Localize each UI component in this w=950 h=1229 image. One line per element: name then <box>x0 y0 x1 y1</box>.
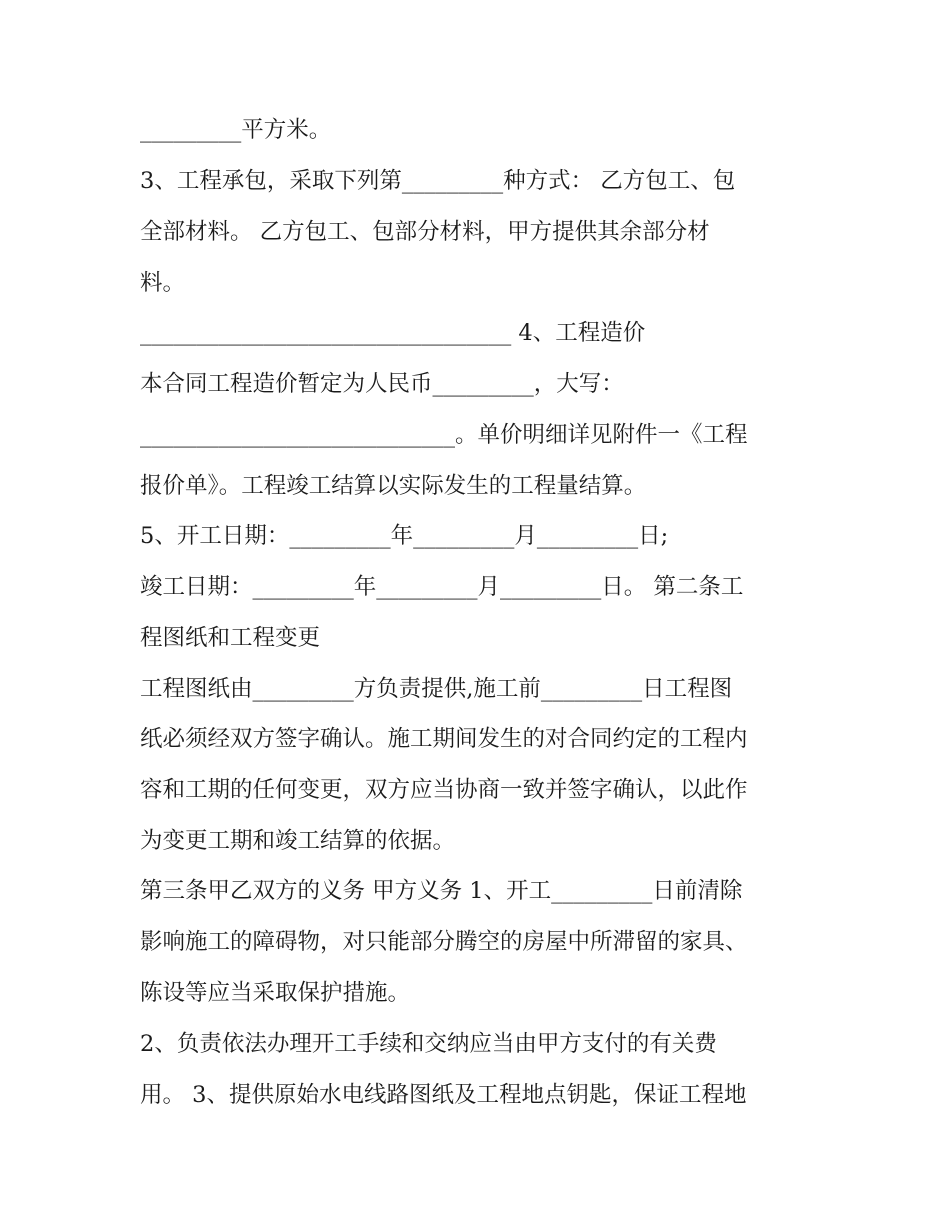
text-line: 5、开工日期：_________年_________月_________日; <box>140 523 669 549</box>
text-line: 工程图纸由_________方负责提供,施工前_________日工程图 <box>140 676 733 702</box>
text-line: _________________________________ 4、工程造价 <box>140 320 646 346</box>
text-line: 影响施工的障碍物，对只能部分腾空的房屋中所滞留的家具、 <box>140 929 748 955</box>
text-line: 全部材料。 乙方包工、包部分材料，甲方提供其余部分材 <box>140 219 710 245</box>
text-line: 报价单》。工程竣工结算以实际发生的工程量结算。 <box>140 473 647 499</box>
text-line: 纸必须经双方签字确认。施工期间发生的对合同约定的工程内 <box>140 726 748 752</box>
text-line: ____________________________。单价明细详见附件一《工程 <box>140 422 748 448</box>
text-line: 竣工日期：_________年_________月_________日。 第二条工 <box>140 574 744 600</box>
text-line: 2、负责依法办理开工手续和交纳应当由甲方支付的有关费 <box>140 1031 717 1057</box>
text-line: 第三条甲乙双方的义务 甲方义务 1、开工_________日前清除 <box>140 878 743 904</box>
text-line: 容和工期的任何变更，双方应当协商一致并签字确认，以此作 <box>140 777 748 803</box>
text-line: 为变更工期和竣工结算的依据。 <box>140 828 456 854</box>
text-line: 用。 3、提供原始水电线路图纸及工程地点钥匙，保证工程地 <box>140 1082 747 1108</box>
text-line: 料。 <box>140 270 186 296</box>
text-line: 程图纸和工程变更 <box>140 625 321 651</box>
text-line: 本合同工程造价暂定为人民币_________，大写： <box>140 371 624 397</box>
text-line: 3、工程承包，采取下列第_________种方式： 乙方包工、包 <box>140 168 736 194</box>
text-line: 陈设等应当采取保护措施。 <box>140 980 411 1006</box>
text-line: _________平方米。 <box>140 117 332 143</box>
